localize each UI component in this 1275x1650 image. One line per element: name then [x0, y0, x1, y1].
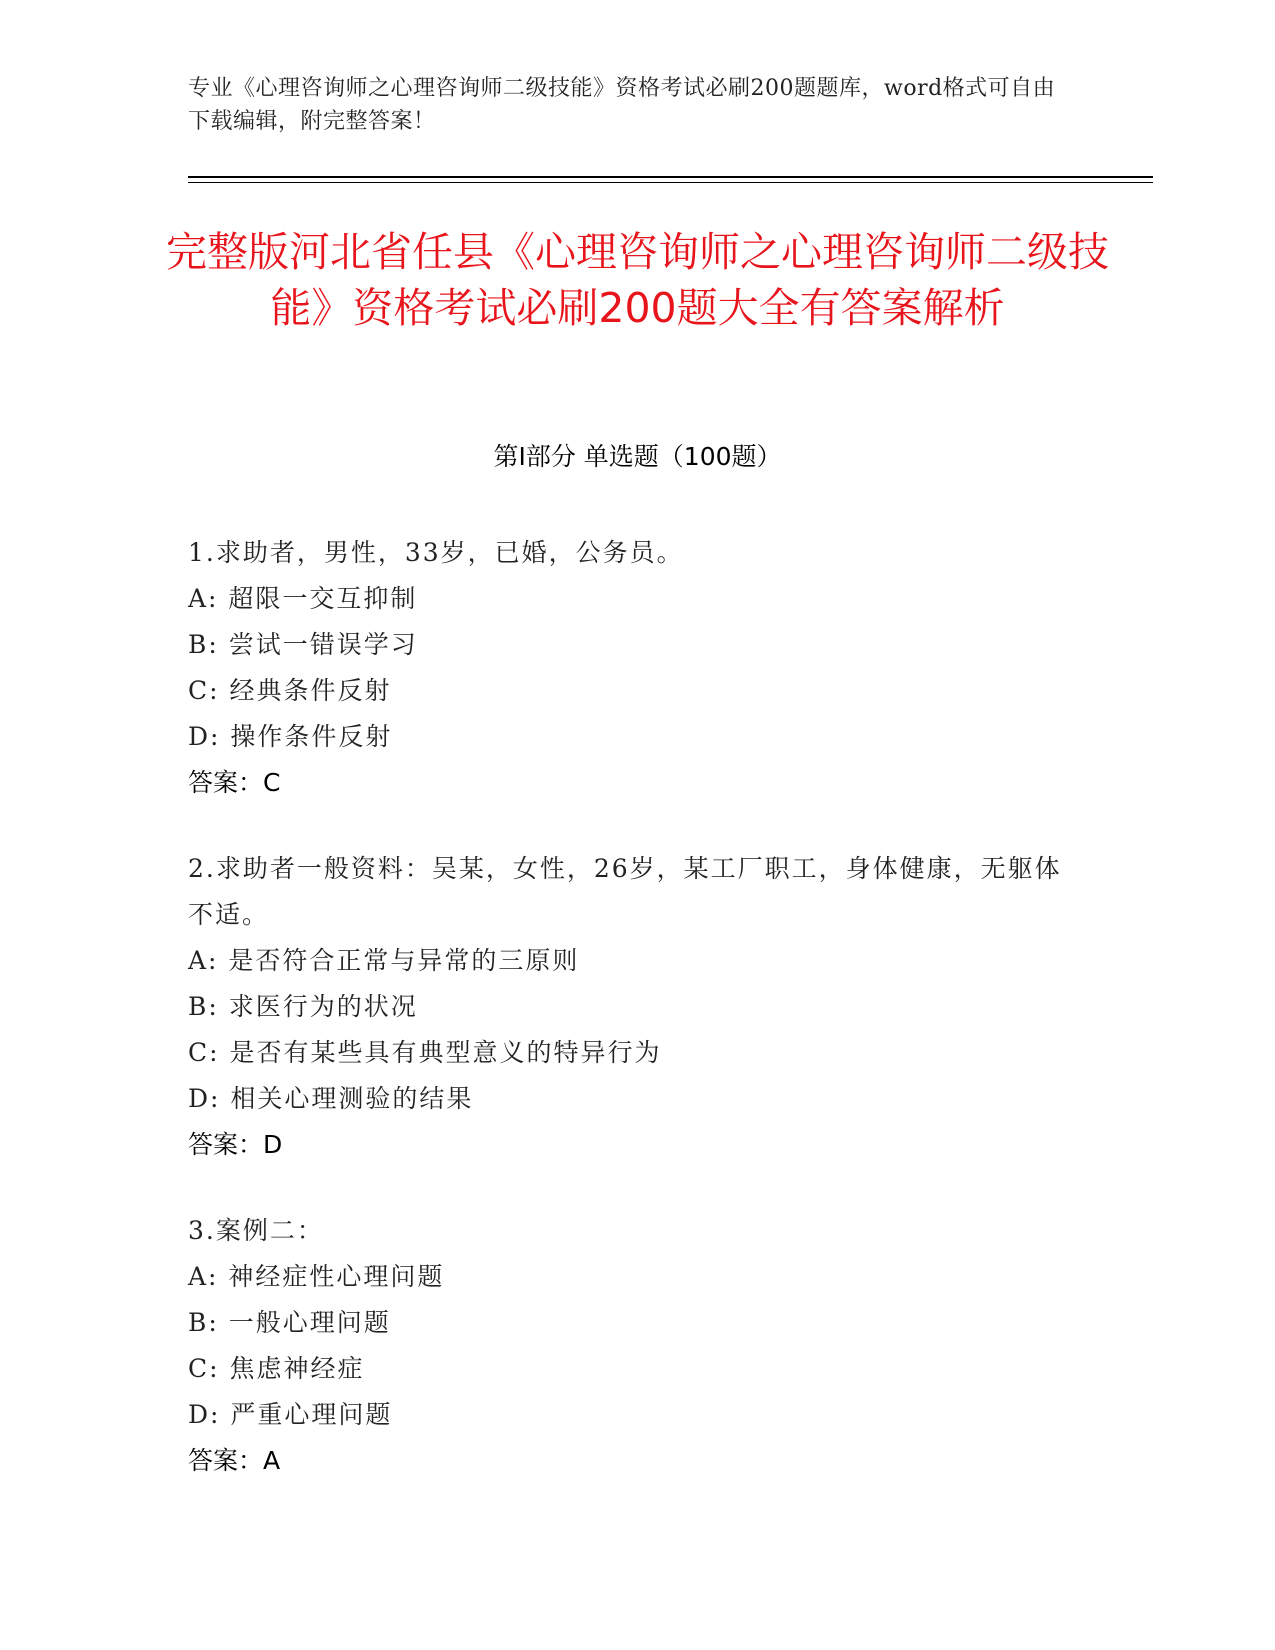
option-c: C: 经典条件反射: [188, 676, 392, 705]
answer: 答案：C: [188, 768, 281, 797]
question-3: [188, 1208, 1068, 1484]
option-c: C: 是否有某些具有典型意义的特异行为: [188, 1038, 662, 1067]
option-c: C: 焦虑神经症: [188, 1354, 365, 1383]
option-a: A: 是否符合正常与异常的三原则: [188, 946, 580, 975]
option-a: A: 神经症性心理问题: [188, 1262, 445, 1291]
document-title: 完整版河北省任县《心理咨询师之心理咨询师二级技能》资格考试必刷200题大全有答案解析: [166, 228, 1109, 332]
header-note: 专业《心理咨询师之心理咨询师二级技能》资格考试必刷200题题库，word格式可自由下载编辑，附完整答案！: [188, 76, 1056, 134]
header-rule-thin: [188, 182, 1153, 183]
question-1: [188, 530, 1068, 806]
answer: 答案：D: [188, 1130, 283, 1159]
question-text: 1.求助者，男性，33岁，已婚，公务员。: [188, 538, 684, 567]
question-text: 2.求助者一般资料：吴某，女性，26岁，某工厂职工，身体健康，无躯体不适。: [188, 854, 1062, 929]
question-text: 3.案例二：: [188, 1216, 324, 1245]
option-b: B: 求医行为的状况: [188, 992, 418, 1021]
option-d: D: 严重心理问题: [188, 1400, 393, 1429]
option-d: D: 操作条件反射: [188, 722, 393, 751]
section-title: 第Ⅰ部分 单选题（100题）: [493, 442, 782, 471]
option-d: D: 相关心理测验的结果: [188, 1084, 474, 1113]
question-2: [188, 846, 1068, 1168]
option-b: B: 尝试一错误学习: [188, 630, 418, 659]
option-a: A: 超限一交互抑制: [188, 584, 418, 613]
question-list: [188, 530, 1068, 1524]
answer: 答案：A: [188, 1446, 281, 1475]
header-rule-thick: [188, 176, 1153, 178]
option-b: B: 一般心理问题: [188, 1308, 391, 1337]
